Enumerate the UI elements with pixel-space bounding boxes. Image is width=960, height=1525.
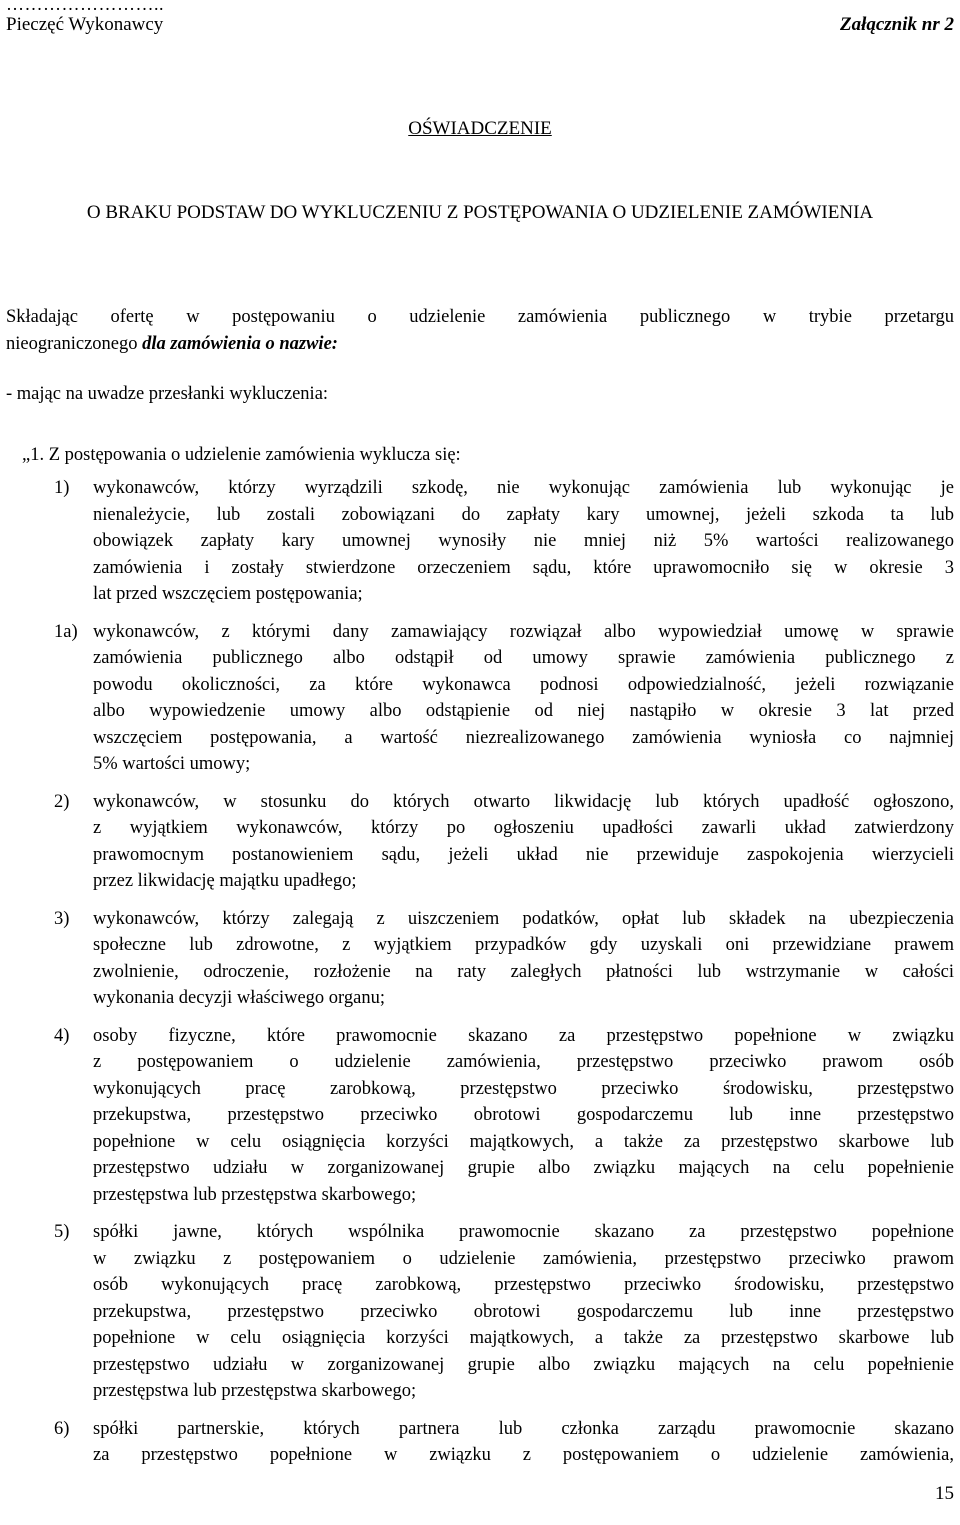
- list-item-text: [93, 1219, 954, 1405]
- list-item-number: 5): [54, 1222, 70, 1242]
- list-item-number: 4): [54, 1025, 70, 1046]
- list-item-line: 5% wartości umowy;: [93, 754, 251, 774]
- list-item-line: zamówienia publicznego albo odstąpił od umowy sprawie zamówienia publicznego z: [93, 648, 954, 668]
- list-item-number: 1): [54, 478, 70, 498]
- list-item-line: wykonawców, z którymi dany zamawiający rozwiązał albo wypowiedział umowę w sprawie: [93, 621, 954, 642]
- intro-line-2-plain: nieograniczonego: [6, 334, 143, 354]
- list-item-number: 6): [54, 1418, 70, 1439]
- item-gap: [54, 895, 954, 906]
- list-item-line: lat przed wszczęciem postępowania;: [93, 584, 363, 604]
- list-item-number: 1a): [54, 621, 78, 642]
- list-item-line: przestępstwo udziału w zorganizowanej grupie albo związku mających na celu popełnienie: [93, 1354, 954, 1375]
- item-gap: [54, 1012, 954, 1023]
- intro-line-2-emphasis: dla zamówienia o nazwie:: [142, 334, 338, 354]
- list-item-line: wykonawców, którzy zalegają z uiszczeniem podatków, opłat lub składek na ubezpieczenia: [93, 908, 954, 929]
- list-item: [54, 619, 954, 778]
- list-item-text: [93, 619, 954, 778]
- list-item-line: prawomocnym postanowieniem sądu, jeżeli układ nie przewiduje zaspokojenia wierzycieli: [93, 844, 954, 865]
- list-item-text: [93, 906, 954, 1012]
- exclusion-list: [54, 475, 954, 1469]
- item-gap: [54, 778, 954, 789]
- intro-line-1: Składając ofertę w postępowaniu o udzielenie zamówienia publicznego w trybie przetargu: [6, 307, 954, 327]
- contractor-stamp-label: Pieczęć Wykonawcy: [6, 14, 164, 35]
- list-item-line: wszczęciem postępowania, a wartość niezrealizowanego zamówienia wyniosła co najmniej: [93, 727, 954, 748]
- list-item-text: [93, 475, 954, 608]
- list-item-line: przestępstwo udziału w zorganizowanej grupie albo związku mających na celu popełnienie: [93, 1158, 954, 1178]
- list-item: [54, 1219, 954, 1405]
- list-item-line: z wyjątkiem wykonawców, którzy po ogłoszeniu upadłości zawarli układ zatwierdzony: [93, 818, 954, 838]
- list-item-number: 2): [54, 791, 70, 812]
- list-item-line: przez likwidację majątku upadłego;: [93, 871, 357, 891]
- list-item-line: zwolnienie, odroczenie, rozłożenie na raty zaległych płatności lub wstrzymanie w całości: [93, 961, 954, 982]
- list-item-line: zamówienia i zostały stwierdzone orzeczeniem sądu, które uprawomocniło się w okresie 3: [93, 557, 954, 578]
- list-item-line: przekupstwa, przestępstwo przeciwko obrotowi gospodarczemu lub inne przestępstwo: [93, 1105, 954, 1125]
- list-item-text: [93, 789, 954, 895]
- document-subtitle: [0, 199, 960, 226]
- document-title: OŚWIADCZENIE: [408, 118, 552, 139]
- list-item-line: osoby fizyczne, które prawomocnie skazano za przestępstwo popełnione w związku: [93, 1025, 954, 1046]
- list-item-line: wykonawców, którzy wyrządzili szkodę, nie wykonując zamówienia lub wykonując je: [93, 478, 954, 498]
- list-item-line: w związku z postępowaniem o udzielenie zamówienia, przestępstwo przeciwko prawom: [93, 1248, 954, 1269]
- list-item-line: albo wypowiedzenie umowy albo odstąpienie od niej nastąpiło w okresie 3 lat przed: [93, 701, 954, 721]
- stamp-dots: ……………………..: [6, 0, 164, 14]
- item-gap: [54, 1208, 954, 1219]
- list-item-line: wykonawców, w stosunku do których otwarto likwidację lub których upadłość ogłoszono,: [93, 791, 954, 812]
- list-item: [54, 906, 954, 1012]
- annex-label: Załącznik nr 2: [839, 14, 954, 35]
- list-item-line: za przestępstwo popełnione w związku z postępowaniem o udzielenie zamówienia,: [93, 1445, 954, 1465]
- list-item-line: wykonania decyzji właściwego organu;: [93, 988, 385, 1008]
- intro-paragraph: [6, 304, 954, 358]
- list-item-line: popełnione w celu osiągnięcia korzyści majątkowych, a także za przestępstwo skarbowe lub: [93, 1131, 954, 1152]
- list-item-text: [93, 1023, 954, 1209]
- list-item-line: powodu okoliczności, za które wykonawca podnosi odpowiedzialność, jeżeli rozwiązanie: [93, 674, 954, 695]
- list-item-line: z postępowaniem o udzielenie zamówienia, przestępstwo przeciwko prawom osób: [93, 1052, 954, 1072]
- list-item: [54, 789, 954, 895]
- list-item-line: spółki jawne, których wspólnika prawomocnie skazano za przestępstwo popełnione: [93, 1222, 954, 1242]
- list-item-line: popełnione w celu osiągnięcia korzyści majątkowych, a także za przestępstwo skarbowe lub: [93, 1328, 954, 1348]
- list-item-line: przestępstwa lub przestępstwa skarbowego;: [93, 1184, 417, 1205]
- page-number: 15: [935, 1483, 954, 1504]
- premise-line: - mając na uwadze przesłanki wykluczenia:: [6, 384, 329, 404]
- item-gap: [54, 608, 954, 619]
- list-item-line: przestępstwa lub przestępstwa skarbowego;: [93, 1381, 417, 1401]
- list-item-line: osób wykonujących pracę zarobkową, przestępstwo przeciwko środowisku, przestępstwo: [93, 1275, 954, 1295]
- list-item: [54, 1416, 954, 1469]
- list-item-line: obowiązek zapłaty kary umownej wynosiły nie mniej niż 5% wartości realizowanego: [93, 531, 954, 551]
- list-item-number: 3): [54, 908, 70, 929]
- list-item-line: spółki partnerskie, których partnera lub członka zarządu prawomocnie skazano: [93, 1418, 954, 1439]
- list-item: [54, 1023, 954, 1209]
- list-item-line: wykonujących pracę zarobkową, przestępstwo przeciwko środowisku, przestępstwo: [93, 1078, 954, 1099]
- clause-heading: „1. Z postępowania o udzielenie zamówienia wyklucza się:: [22, 445, 461, 465]
- list-item: [54, 475, 954, 608]
- subtitle-text: O BRAKU PODSTAW DO WYKLUCZENIU Z POSTĘPOWANIA O UDZIELENIE ZAMÓWIENIA: [86, 202, 874, 223]
- list-item-text: [93, 1416, 954, 1469]
- item-gap: [54, 1405, 954, 1416]
- list-item-line: przekupstwa, przestępstwo przeciwko obrotowi gospodarczemu lub inne przestępstwo: [93, 1301, 954, 1322]
- list-item-line: społeczne lub zdrowotne, z wyjątkiem przypadków gdy uzyskali oni przewidziane prawem: [93, 935, 954, 955]
- list-item-line: nienależycie, lub zostali zobowiązani do zapłaty kary umownej, jeżeli szkoda ta lub: [93, 504, 954, 525]
